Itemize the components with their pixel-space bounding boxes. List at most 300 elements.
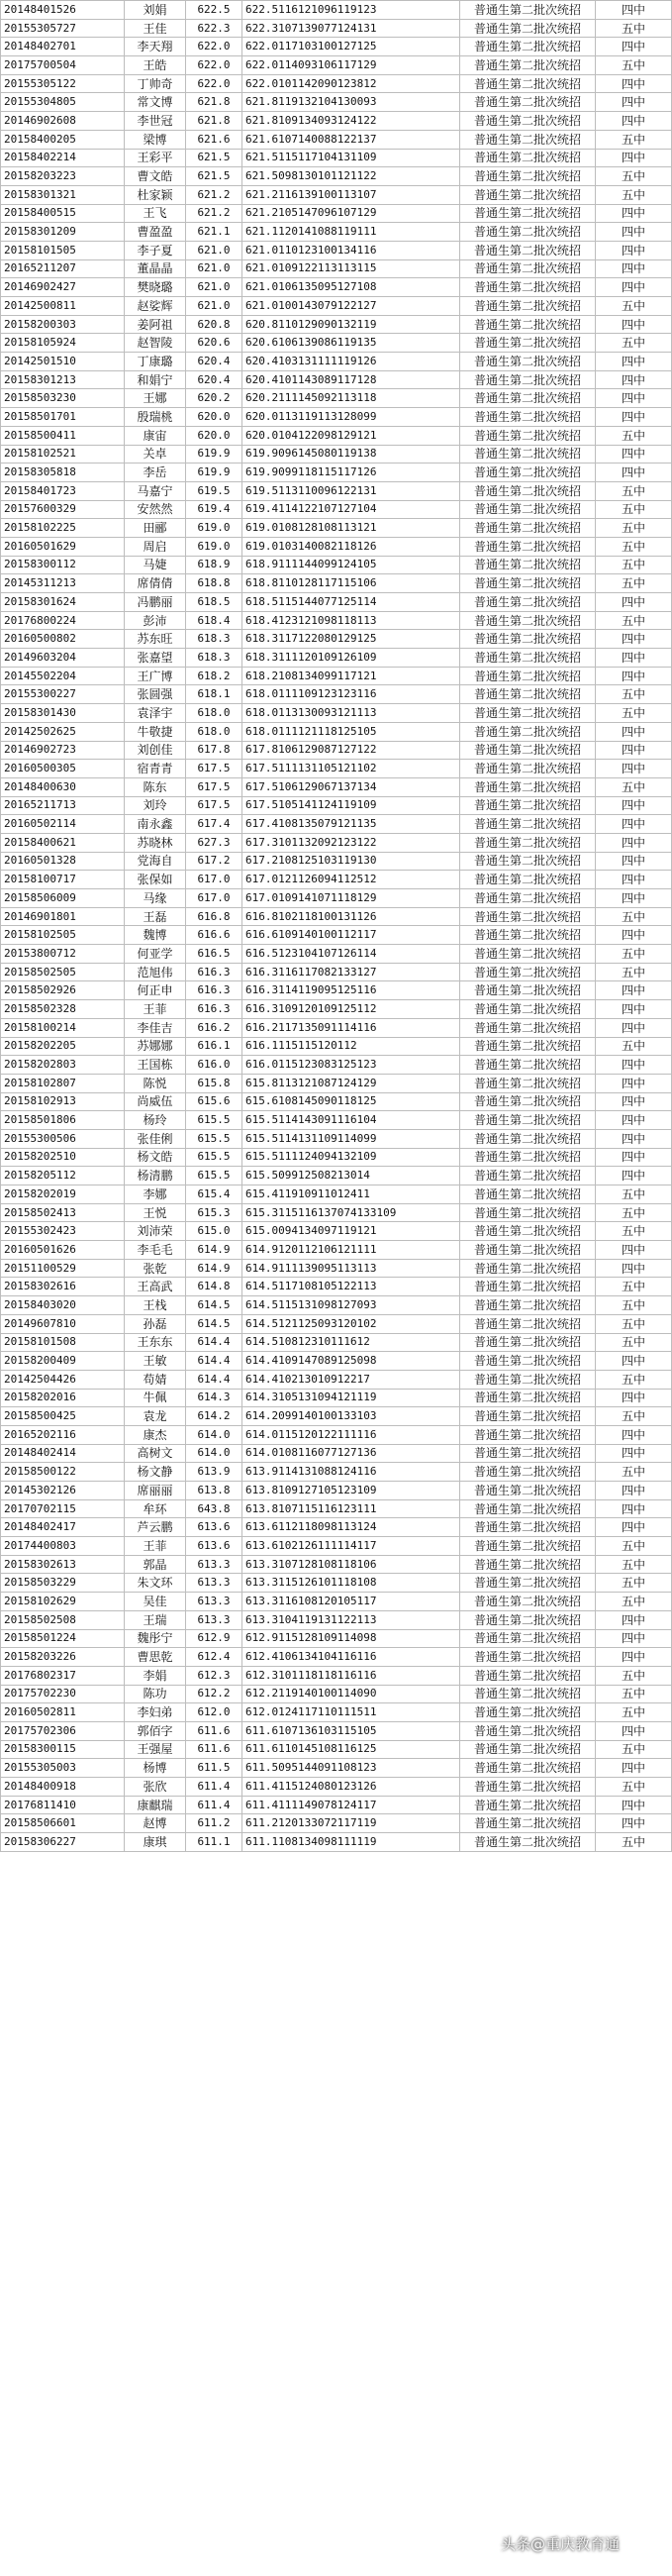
admission-batch-cell: 普通生第二批次统招 bbox=[460, 796, 596, 815]
school-cell: 四中 bbox=[596, 815, 672, 834]
student-name-cell: 杜家颖 bbox=[125, 185, 186, 204]
exam-number-cell: 20151100529 bbox=[1, 1259, 125, 1278]
total-score-cell: 621.0 bbox=[186, 241, 242, 259]
table-row bbox=[1, 852, 672, 871]
exam-number-cell: 20153800712 bbox=[1, 945, 125, 964]
table-row bbox=[1, 334, 672, 353]
student-name-cell: 姜阿祖 bbox=[125, 315, 186, 334]
table-row bbox=[1, 1537, 672, 1556]
exam-number-cell: 20158500411 bbox=[1, 426, 125, 445]
exam-number-cell: 20158203226 bbox=[1, 1648, 125, 1667]
total-score-cell: 615.5 bbox=[186, 1111, 242, 1130]
student-name-cell: 刘玲 bbox=[125, 796, 186, 815]
student-name-cell: 赵博 bbox=[125, 1814, 186, 1833]
score-detail-cell: 618.8110128117115106 bbox=[242, 574, 460, 593]
exam-number-cell: 20158401723 bbox=[1, 481, 125, 500]
admission-batch-cell: 普通生第二批次统招 bbox=[460, 926, 596, 945]
total-score-cell: 622.5 bbox=[186, 1, 242, 20]
score-detail-cell: 617.5106129067137134 bbox=[242, 777, 460, 796]
score-detail-cell: 611.1108134098111119 bbox=[242, 1833, 460, 1852]
school-cell: 四中 bbox=[596, 259, 672, 278]
exam-number-cell: 20160502811 bbox=[1, 1703, 125, 1722]
admission-batch-cell: 普通生第二批次统招 bbox=[460, 649, 596, 668]
total-score-cell: 622.0 bbox=[186, 38, 242, 56]
student-name-cell: 和娟宁 bbox=[125, 370, 186, 389]
school-cell: 四中 bbox=[596, 889, 672, 908]
total-score-cell: 611.1 bbox=[186, 1833, 242, 1852]
table-row bbox=[1, 1721, 672, 1740]
total-score-cell: 613.6 bbox=[186, 1518, 242, 1537]
exam-number-cell: 20158502505 bbox=[1, 963, 125, 981]
total-score-cell: 618.0 bbox=[186, 722, 242, 741]
admission-batch-cell: 普通生第二批次统招 bbox=[460, 871, 596, 889]
table-row bbox=[1, 370, 672, 389]
student-name-cell: 赵智陵 bbox=[125, 334, 186, 353]
exam-number-cell: 20158500122 bbox=[1, 1463, 125, 1482]
table-row bbox=[1, 1278, 672, 1296]
exam-number-cell: 20165211207 bbox=[1, 259, 125, 278]
score-detail-cell: 612.9115128109114098 bbox=[242, 1629, 460, 1648]
school-cell: 五中 bbox=[596, 1778, 672, 1797]
score-detail-cell: 617.5111131105121102 bbox=[242, 760, 460, 778]
student-name-cell: 王佳 bbox=[125, 19, 186, 38]
score-detail-cell: 615.3115116137074133109 bbox=[242, 1203, 460, 1222]
student-name-cell: 常文博 bbox=[125, 93, 186, 112]
school-cell: 四中 bbox=[596, 1074, 672, 1092]
total-score-cell: 616.3 bbox=[186, 981, 242, 1000]
student-name-cell: 樊晓璐 bbox=[125, 278, 186, 297]
school-cell: 四中 bbox=[596, 833, 672, 852]
school-cell: 五中 bbox=[596, 556, 672, 574]
admission-batch-cell: 普通生第二批次统招 bbox=[460, 1574, 596, 1593]
score-detail-cell: 619.0103140082118126 bbox=[242, 537, 460, 556]
score-detail-cell: 611.6110145108116125 bbox=[242, 1740, 460, 1759]
score-detail-cell: 614.0108116077127136 bbox=[242, 1444, 460, 1463]
admission-batch-cell: 普通生第二批次统招 bbox=[460, 1648, 596, 1667]
admission-batch-cell: 普通生第二批次统招 bbox=[460, 74, 596, 93]
exam-number-cell: 20160500305 bbox=[1, 760, 125, 778]
total-score-cell: 613.3 bbox=[186, 1593, 242, 1611]
total-score-cell: 613.3 bbox=[186, 1574, 242, 1593]
admission-batch-cell: 普通生第二批次统招 bbox=[460, 464, 596, 482]
admission-batch-cell: 普通生第二批次统招 bbox=[460, 370, 596, 389]
total-score-cell: 618.3 bbox=[186, 649, 242, 668]
exam-number-cell: 20142501510 bbox=[1, 353, 125, 371]
exam-number-cell: 20158200303 bbox=[1, 315, 125, 334]
table-row bbox=[1, 1555, 672, 1574]
admission-batch-cell: 普通生第二批次统招 bbox=[460, 741, 596, 760]
student-name-cell: 郭佰字 bbox=[125, 1721, 186, 1740]
total-score-cell: 614.5 bbox=[186, 1296, 242, 1315]
student-name-cell: 安然然 bbox=[125, 500, 186, 519]
table-row bbox=[1, 1074, 672, 1092]
table-row bbox=[1, 1056, 672, 1075]
exam-number-cell: 20148402701 bbox=[1, 38, 125, 56]
score-detail-cell: 621.2116139100113107 bbox=[242, 185, 460, 204]
total-score-cell: 618.4 bbox=[186, 611, 242, 630]
score-detail-cell: 616.3114119095125116 bbox=[242, 981, 460, 1000]
table-row bbox=[1, 1148, 672, 1167]
table-row bbox=[1, 907, 672, 926]
admission-batch-cell: 普通生第二批次统招 bbox=[460, 777, 596, 796]
table-row bbox=[1, 1037, 672, 1056]
score-detail-cell: 621.5115117104131109 bbox=[242, 149, 460, 167]
total-score-cell: 615.5 bbox=[186, 1129, 242, 1148]
total-score-cell: 617.5 bbox=[186, 796, 242, 815]
table-row bbox=[1, 167, 672, 186]
total-score-cell: 622.0 bbox=[186, 74, 242, 93]
score-detail-cell: 619.0108128108113121 bbox=[242, 519, 460, 538]
total-score-cell: 611.4 bbox=[186, 1778, 242, 1797]
score-detail-cell: 613.9114131088124116 bbox=[242, 1463, 460, 1482]
total-score-cell: 618.3 bbox=[186, 630, 242, 649]
score-detail-cell: 614.410213010912217 bbox=[242, 1370, 460, 1389]
admission-batch-cell: 普通生第二批次统招 bbox=[460, 815, 596, 834]
score-detail-cell: 616.6109140100112117 bbox=[242, 926, 460, 945]
school-cell: 四中 bbox=[596, 1796, 672, 1814]
table-row bbox=[1, 445, 672, 464]
table-row bbox=[1, 722, 672, 741]
school-cell: 五中 bbox=[596, 1666, 672, 1685]
total-score-cell: 614.4 bbox=[186, 1370, 242, 1389]
exam-number-cell: 20149607810 bbox=[1, 1314, 125, 1333]
exam-number-cell: 20176811410 bbox=[1, 1796, 125, 1814]
score-detail-cell: 611.2120133072117119 bbox=[242, 1814, 460, 1833]
student-name-cell: 王敏 bbox=[125, 1352, 186, 1371]
total-score-cell: 613.6 bbox=[186, 1537, 242, 1556]
table-row bbox=[1, 259, 672, 278]
score-detail-cell: 613.6112118098113124 bbox=[242, 1518, 460, 1537]
table-row bbox=[1, 185, 672, 204]
exam-number-cell: 20158501701 bbox=[1, 408, 125, 427]
score-detail-cell: 621.5098130101121122 bbox=[242, 167, 460, 186]
exam-number-cell: 20158300112 bbox=[1, 556, 125, 574]
score-detail-cell: 621.1120141088119111 bbox=[242, 223, 460, 242]
table-row bbox=[1, 1370, 672, 1389]
admission-batch-cell: 普通生第二批次统招 bbox=[460, 1296, 596, 1315]
exam-number-cell: 20158202019 bbox=[1, 1185, 125, 1204]
school-cell: 四中 bbox=[596, 149, 672, 167]
score-detail-cell: 613.3116108120105117 bbox=[242, 1593, 460, 1611]
school-cell: 四中 bbox=[596, 93, 672, 112]
exam-number-cell: 20158203223 bbox=[1, 167, 125, 186]
school-cell: 四中 bbox=[596, 1259, 672, 1278]
student-name-cell: 李世冠 bbox=[125, 112, 186, 131]
admission-batch-cell: 普通生第二批次统招 bbox=[460, 1721, 596, 1740]
school-cell: 五中 bbox=[596, 1537, 672, 1556]
table-row bbox=[1, 1593, 672, 1611]
student-name-cell: 牛敬捷 bbox=[125, 722, 186, 741]
student-name-cell: 彭沛 bbox=[125, 611, 186, 630]
score-detail-cell: 619.4114122107127104 bbox=[242, 500, 460, 519]
admission-batch-cell: 普通生第二批次统招 bbox=[460, 19, 596, 38]
admission-batch-cell: 普通生第二批次统招 bbox=[460, 593, 596, 612]
admission-batch-cell: 普通生第二批次统招 bbox=[460, 56, 596, 75]
admission-batch-cell: 普通生第二批次统招 bbox=[460, 278, 596, 297]
score-detail-cell: 622.5116121096119123 bbox=[242, 1, 460, 20]
admission-batch-cell: 普通生第二批次统招 bbox=[460, 833, 596, 852]
total-score-cell: 618.0 bbox=[186, 704, 242, 723]
table-row bbox=[1, 815, 672, 834]
school-cell: 五中 bbox=[596, 1463, 672, 1482]
school-cell: 四中 bbox=[596, 852, 672, 871]
school-cell: 五中 bbox=[596, 777, 672, 796]
exam-number-cell: 20158102225 bbox=[1, 519, 125, 538]
exam-number-cell: 20142500811 bbox=[1, 297, 125, 316]
total-score-cell: 612.4 bbox=[186, 1648, 242, 1667]
table-row bbox=[1, 1778, 672, 1797]
school-cell: 五中 bbox=[596, 1593, 672, 1611]
table-row bbox=[1, 889, 672, 908]
exam-number-cell: 20148401526 bbox=[1, 1, 125, 20]
total-score-cell: 614.4 bbox=[186, 1333, 242, 1352]
school-cell: 四中 bbox=[596, 1, 672, 20]
student-name-cell: 王栈 bbox=[125, 1296, 186, 1315]
score-detail-cell: 612.0124117110111511 bbox=[242, 1703, 460, 1722]
school-cell: 五中 bbox=[596, 611, 672, 630]
score-detail-cell: 616.2117135091114116 bbox=[242, 1018, 460, 1037]
table-row bbox=[1, 1000, 672, 1019]
student-name-cell: 陈东 bbox=[125, 777, 186, 796]
school-cell: 五中 bbox=[596, 56, 672, 75]
admission-batch-cell: 普通生第二批次统招 bbox=[460, 1037, 596, 1056]
total-score-cell: 616.8 bbox=[186, 907, 242, 926]
student-name-cell: 杨博 bbox=[125, 1759, 186, 1778]
score-detail-cell: 614.5117108105122113 bbox=[242, 1278, 460, 1296]
table-row bbox=[1, 741, 672, 760]
student-name-cell: 李子夏 bbox=[125, 241, 186, 259]
exam-number-cell: 20155304805 bbox=[1, 93, 125, 112]
score-detail-cell: 618.2108134099117121 bbox=[242, 667, 460, 685]
admission-batch-cell: 普通生第二批次统招 bbox=[460, 259, 596, 278]
school-cell: 四中 bbox=[596, 1444, 672, 1463]
exam-number-cell: 20158301624 bbox=[1, 593, 125, 612]
student-name-cell: 宿青青 bbox=[125, 760, 186, 778]
exam-number-cell: 20158501806 bbox=[1, 1111, 125, 1130]
admission-batch-cell: 普通生第二批次统招 bbox=[460, 38, 596, 56]
total-score-cell: 614.9 bbox=[186, 1259, 242, 1278]
exam-number-cell: 20158100214 bbox=[1, 1018, 125, 1037]
exam-number-cell: 20145302126 bbox=[1, 1482, 125, 1500]
score-detail-cell: 618.3117122080129125 bbox=[242, 630, 460, 649]
score-detail-cell: 611.4111149078124117 bbox=[242, 1796, 460, 1814]
total-score-cell: 615.4 bbox=[186, 1185, 242, 1204]
table-row bbox=[1, 760, 672, 778]
score-detail-cell: 620.4103131111119126 bbox=[242, 353, 460, 371]
exam-number-cell: 20155305727 bbox=[1, 19, 125, 38]
exam-number-cell: 20158502508 bbox=[1, 1610, 125, 1629]
school-cell: 五中 bbox=[596, 1037, 672, 1056]
admission-batch-cell: 普通生第二批次统招 bbox=[460, 1333, 596, 1352]
total-score-cell: 618.8 bbox=[186, 574, 242, 593]
admission-batch-cell: 普通生第二批次统招 bbox=[460, 149, 596, 167]
admission-batch-cell: 普通生第二批次统招 bbox=[460, 1499, 596, 1518]
exam-number-cell: 20142502625 bbox=[1, 722, 125, 741]
student-name-cell: 李岳 bbox=[125, 464, 186, 482]
score-detail-cell: 618.3111120109126109 bbox=[242, 649, 460, 668]
score-detail-cell: 617.2108125103119130 bbox=[242, 852, 460, 871]
table-row bbox=[1, 981, 672, 1000]
school-cell: 四中 bbox=[596, 760, 672, 778]
school-cell: 五中 bbox=[596, 1333, 672, 1352]
table-row bbox=[1, 519, 672, 538]
student-name-cell: 王菲 bbox=[125, 1537, 186, 1556]
total-score-cell: 615.0 bbox=[186, 1222, 242, 1241]
admission-batch-cell: 普通生第二批次统招 bbox=[460, 519, 596, 538]
admission-batch-cell: 普通生第二批次统招 bbox=[460, 1314, 596, 1333]
table-row bbox=[1, 408, 672, 427]
student-name-cell: 李妇弟 bbox=[125, 1703, 186, 1722]
student-name-cell: 高树文 bbox=[125, 1444, 186, 1463]
student-name-cell: 王国栋 bbox=[125, 1056, 186, 1075]
exam-number-cell: 20158503229 bbox=[1, 1574, 125, 1593]
table-row bbox=[1, 1499, 672, 1518]
admission-batch-cell: 普通生第二批次统招 bbox=[460, 907, 596, 926]
total-score-cell: 621.2 bbox=[186, 185, 242, 204]
student-name-cell: 李娜 bbox=[125, 1185, 186, 1204]
exam-number-cell: 20155305003 bbox=[1, 1759, 125, 1778]
exam-number-cell: 20155302423 bbox=[1, 1222, 125, 1241]
score-detail-cell: 619.9096145080119138 bbox=[242, 445, 460, 464]
school-cell: 五中 bbox=[596, 945, 672, 964]
table-row bbox=[1, 500, 672, 519]
student-name-cell: 董晶晶 bbox=[125, 259, 186, 278]
table-row bbox=[1, 1703, 672, 1722]
score-table-body bbox=[1, 1, 672, 1852]
admission-batch-cell: 普通生第二批次统招 bbox=[460, 1167, 596, 1185]
exam-number-cell: 20158202016 bbox=[1, 1389, 125, 1407]
admission-batch-cell: 普通生第二批次统招 bbox=[460, 1000, 596, 1019]
admission-batch-cell: 普通生第二批次统招 bbox=[460, 223, 596, 242]
student-name-cell: 孙磊 bbox=[125, 1314, 186, 1333]
school-cell: 四中 bbox=[596, 1148, 672, 1167]
score-detail-cell: 612.3101118118116116 bbox=[242, 1666, 460, 1685]
admission-batch-cell: 普通生第二批次统招 bbox=[460, 574, 596, 593]
table-row bbox=[1, 1610, 672, 1629]
score-detail-cell: 612.4106134104116116 bbox=[242, 1648, 460, 1667]
table-row bbox=[1, 649, 672, 668]
table-row bbox=[1, 130, 672, 149]
school-cell: 五中 bbox=[596, 1574, 672, 1593]
score-detail-cell: 618.9111144099124105 bbox=[242, 556, 460, 574]
total-score-cell: 612.3 bbox=[186, 1666, 242, 1685]
score-detail-cell: 617.8106129087127122 bbox=[242, 741, 460, 760]
exam-number-cell: 20142504426 bbox=[1, 1370, 125, 1389]
score-detail-cell: 615.5111124094132109 bbox=[242, 1148, 460, 1167]
exam-number-cell: 20158205112 bbox=[1, 1167, 125, 1185]
score-detail-cell: 615.5114131109114099 bbox=[242, 1129, 460, 1148]
total-score-cell: 618.5 bbox=[186, 593, 242, 612]
exam-number-cell: 20170702115 bbox=[1, 1499, 125, 1518]
exam-number-cell: 20176800224 bbox=[1, 611, 125, 630]
admission-batch-cell: 普通生第二批次统招 bbox=[460, 1241, 596, 1260]
total-score-cell: 618.1 bbox=[186, 685, 242, 704]
exam-number-cell: 20158101508 bbox=[1, 1333, 125, 1352]
exam-number-cell: 20158402214 bbox=[1, 149, 125, 167]
admission-batch-cell: 普通生第二批次统招 bbox=[460, 315, 596, 334]
student-name-cell: 何亚学 bbox=[125, 945, 186, 964]
score-detail-cell: 618.0113130093121113 bbox=[242, 704, 460, 723]
exam-number-cell: 20158202205 bbox=[1, 1037, 125, 1056]
admission-batch-cell: 普通生第二批次统招 bbox=[460, 1740, 596, 1759]
student-name-cell: 王磊 bbox=[125, 907, 186, 926]
school-cell: 四中 bbox=[596, 278, 672, 297]
school-cell: 五中 bbox=[596, 185, 672, 204]
admission-batch-cell: 普通生第二批次统招 bbox=[460, 611, 596, 630]
total-score-cell: 618.2 bbox=[186, 667, 242, 685]
student-name-cell: 丁帅奇 bbox=[125, 74, 186, 93]
student-name-cell: 张欣 bbox=[125, 1778, 186, 1797]
exam-number-cell: 20145502204 bbox=[1, 667, 125, 685]
total-score-cell: 615.5 bbox=[186, 1167, 242, 1185]
school-cell: 五中 bbox=[596, 685, 672, 704]
school-cell: 四中 bbox=[596, 353, 672, 371]
total-score-cell: 620.4 bbox=[186, 353, 242, 371]
school-cell: 四中 bbox=[596, 445, 672, 464]
total-score-cell: 622.3 bbox=[186, 19, 242, 38]
student-name-cell: 康宙 bbox=[125, 426, 186, 445]
student-name-cell: 刘沛荣 bbox=[125, 1222, 186, 1241]
school-cell: 四中 bbox=[596, 1111, 672, 1130]
student-name-cell: 何正申 bbox=[125, 981, 186, 1000]
admission-batch-cell: 普通生第二批次统招 bbox=[460, 1685, 596, 1703]
total-score-cell: 621.5 bbox=[186, 149, 242, 167]
score-detail-cell: 613.3104119131122113 bbox=[242, 1610, 460, 1629]
student-name-cell: 冯鹏丽 bbox=[125, 593, 186, 612]
exam-number-cell: 20158102807 bbox=[1, 1074, 125, 1092]
admission-batch-cell: 普通生第二批次统招 bbox=[460, 1092, 596, 1111]
total-score-cell: 619.9 bbox=[186, 445, 242, 464]
table-row bbox=[1, 241, 672, 259]
school-cell: 四中 bbox=[596, 926, 672, 945]
school-cell: 四中 bbox=[596, 74, 672, 93]
total-score-cell: 621.0 bbox=[186, 297, 242, 316]
total-score-cell: 620.4 bbox=[186, 370, 242, 389]
exam-number-cell: 20148402417 bbox=[1, 1518, 125, 1537]
score-detail-cell: 615.0094134097119121 bbox=[242, 1222, 460, 1241]
table-row bbox=[1, 1482, 672, 1500]
score-detail-cell: 621.2105147096107129 bbox=[242, 204, 460, 223]
exam-number-cell: 20158503230 bbox=[1, 389, 125, 408]
score-detail-cell: 619.5113110096122131 bbox=[242, 481, 460, 500]
exam-number-cell: 20158502926 bbox=[1, 981, 125, 1000]
exam-number-cell: 20155300506 bbox=[1, 1129, 125, 1148]
table-row bbox=[1, 1759, 672, 1778]
school-cell: 四中 bbox=[596, 464, 672, 482]
score-detail-cell: 616.8102118100131126 bbox=[242, 907, 460, 926]
school-cell: 五中 bbox=[596, 481, 672, 500]
student-name-cell: 李天翔 bbox=[125, 38, 186, 56]
table-row bbox=[1, 481, 672, 500]
score-detail-cell: 616.1115115120112 bbox=[242, 1037, 460, 1056]
table-row bbox=[1, 1222, 672, 1241]
exam-number-cell: 20160501629 bbox=[1, 537, 125, 556]
student-name-cell: 李毛毛 bbox=[125, 1241, 186, 1260]
score-detail-cell: 617.0109141071118129 bbox=[242, 889, 460, 908]
school-cell: 四中 bbox=[596, 1018, 672, 1037]
student-name-cell: 李娟 bbox=[125, 1666, 186, 1685]
school-cell: 五中 bbox=[596, 537, 672, 556]
school-cell: 四中 bbox=[596, 38, 672, 56]
exam-number-cell: 20160502114 bbox=[1, 815, 125, 834]
student-name-cell: 苏娜娜 bbox=[125, 1037, 186, 1056]
table-row bbox=[1, 1296, 672, 1315]
school-cell: 五中 bbox=[596, 1703, 672, 1722]
student-name-cell: 康琪 bbox=[125, 1833, 186, 1852]
total-score-cell: 621.5 bbox=[186, 167, 242, 186]
exam-number-cell: 20149603204 bbox=[1, 649, 125, 668]
school-cell: 五中 bbox=[596, 1407, 672, 1426]
